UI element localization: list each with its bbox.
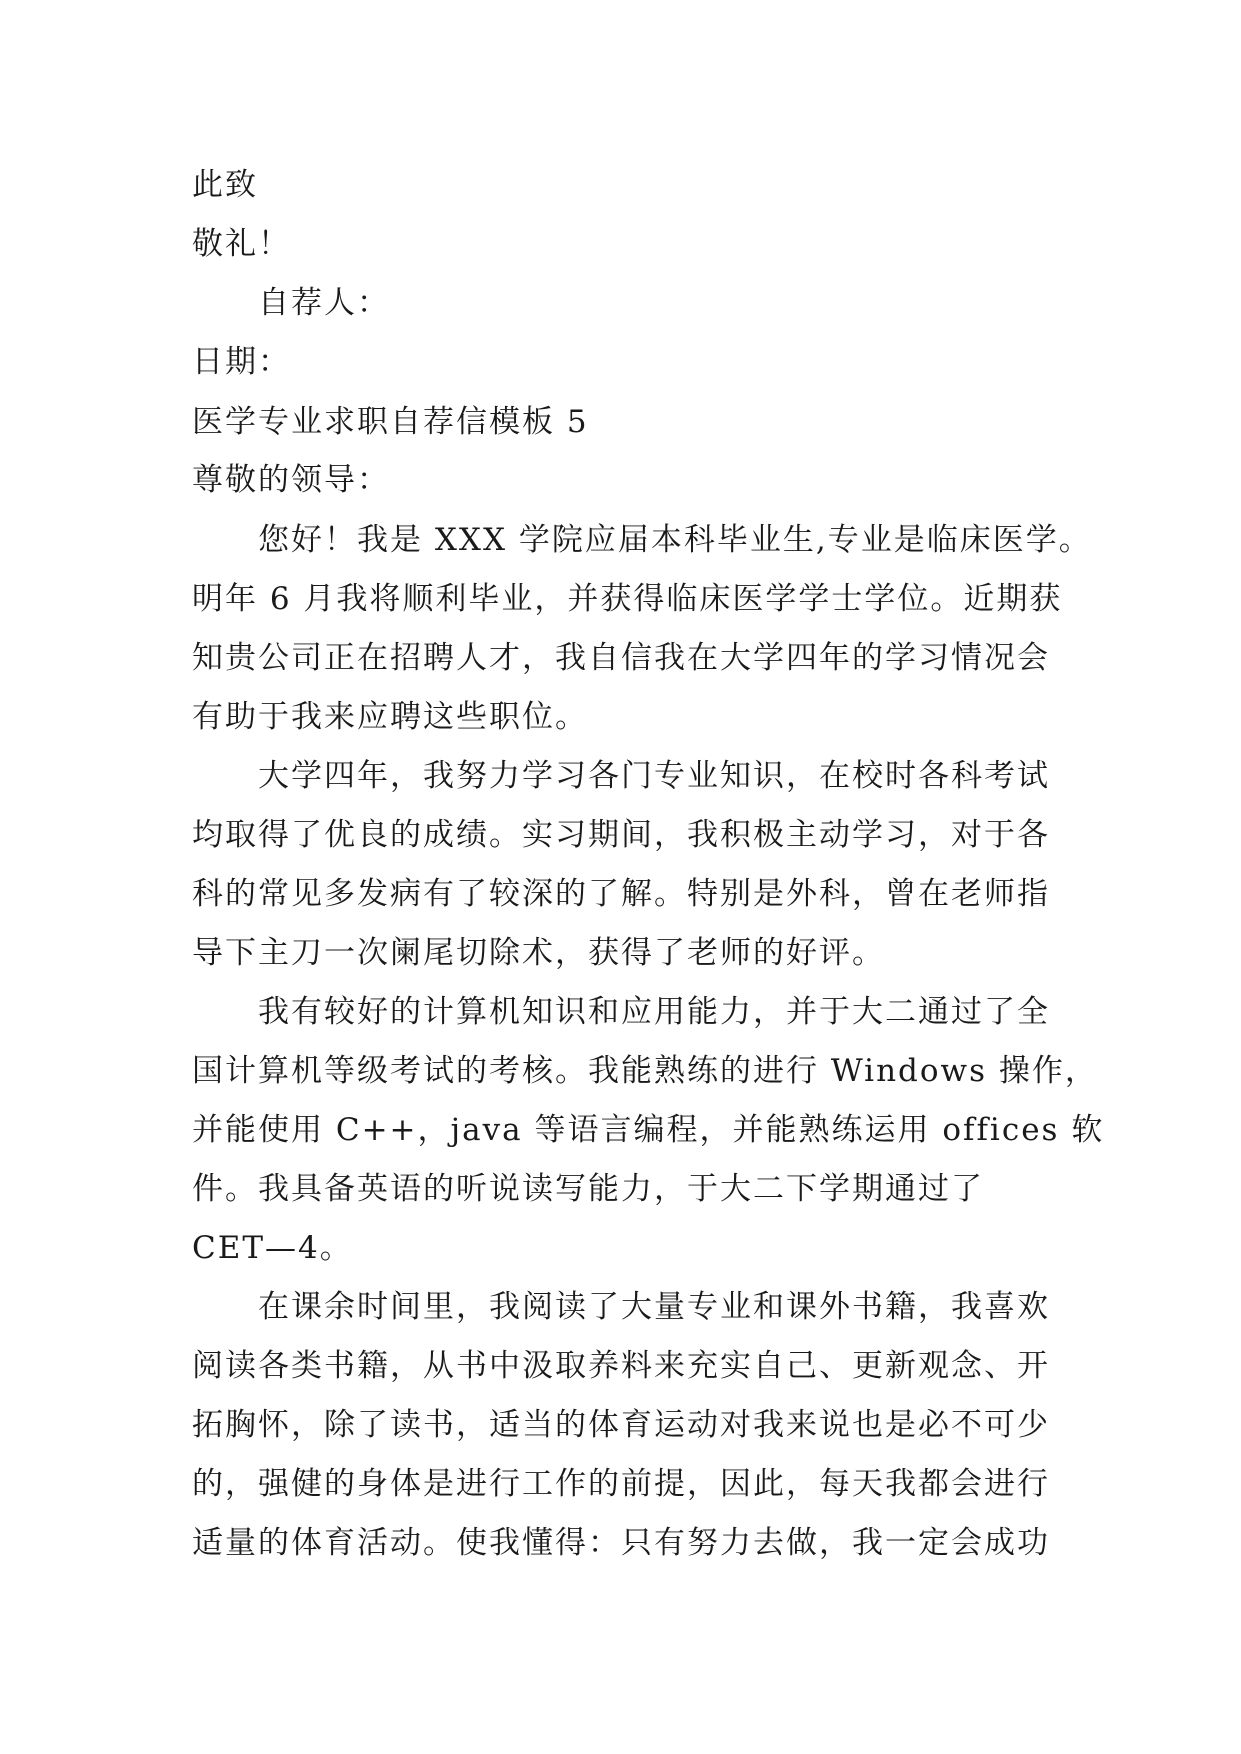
body-line: 在课余时间里，我阅读了大量专业和课外书籍，我喜欢 xyxy=(258,1289,1050,1325)
document-title: 医学专业求职自荐信模板 5 xyxy=(192,404,589,440)
body-line: CET—4。 xyxy=(192,1230,353,1266)
body-line: 并能使用 C++，java 等语言编程，并能熟练运用 offices 软 xyxy=(192,1112,1105,1148)
body-line: 您好！我是 XXX 学院应届本科毕业生,专业是临床医学。 xyxy=(258,522,1092,558)
salutation: 尊敬的领导： xyxy=(192,462,390,498)
body-line: 国计算机等级考试的考核。我能熟练的进行 Windows 操作， xyxy=(192,1053,1098,1089)
body-line: 导下主刀一次阑尾切除术，获得了老师的好评。 xyxy=(192,935,885,971)
body-line: 的，强健的身体是进行工作的前提，因此，每天我都会进行 xyxy=(192,1466,1050,1502)
body-line: 均取得了优良的成绩。实习期间，我积极主动学习，对于各 xyxy=(192,817,1050,853)
body-line: 科的常见多发病有了较深的了解。特别是外科，曾在老师指 xyxy=(192,876,1050,912)
body-line: 阅读各类书籍，从书中汲取养料来充实自己、更新观念、开 xyxy=(192,1348,1050,1384)
body-line: 有助于我来应聘这些职位。 xyxy=(192,699,588,735)
body-line: 明年 6 月我将顺利毕业，并获得临床医学学士学位。近期获 xyxy=(192,581,1063,617)
body-line: 件。我具备英语的听说读写能力，于大二下学期通过了 xyxy=(192,1171,984,1207)
body-line: 适量的体育活动。使我懂得：只有努力去做，我一定会成功 xyxy=(192,1525,1050,1561)
body-line: 知贵公司正在招聘人才，我自信我在大学四年的学习情况会 xyxy=(192,640,1050,676)
body-line: 大学四年，我努力学习各门专业知识，在校时各科考试 xyxy=(258,758,1050,794)
closing-line-jingli: 敬礼！ xyxy=(192,226,291,262)
signer-label: 自荐人： xyxy=(258,285,390,321)
closing-line-cizhi: 此致 xyxy=(192,167,258,203)
body-line: 我有较好的计算机知识和应用能力，并于大二通过了全 xyxy=(258,994,1050,1030)
body-line: 拓胸怀，除了读书，适当的体育运动对我来说也是必不可少 xyxy=(192,1407,1050,1443)
date-label: 日期： xyxy=(192,344,291,380)
